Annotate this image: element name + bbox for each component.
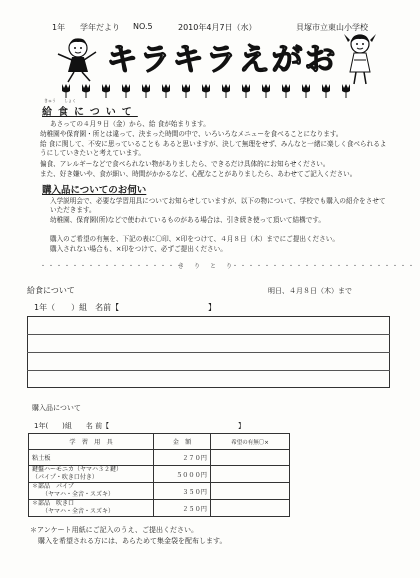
item-price: ５０００円 <box>154 466 211 483</box>
lunch-form-ruled-line <box>27 370 390 371</box>
purchase-form-grade-label: 1年( )組 名 前【 <box>34 422 110 430</box>
item-price: ２５０円 <box>154 500 211 517</box>
purchase-line: 購入のご希望の有無を、下記の表に〇印、×印をつけて、４月８日（木）までにご提出ください。 <box>50 235 339 243</box>
item-name: ＊部品 吹き口 <box>32 500 75 507</box>
wish-cell[interactable] <box>211 500 290 517</box>
purchase-line: 購入されない場合も、×印をつけて、必ずご提出ください。 <box>50 245 227 253</box>
purchase-line: 入学説明会で、必要な学習用具についてお知らせしていますが、以下の物について、学校でも購入の紹介をさせていただきます。 <box>50 197 386 214</box>
header-date: 2010年4月7日（水） <box>178 23 257 32</box>
header-newsletter: 学年だより <box>80 23 120 32</box>
lunch-form-title: 給食について <box>27 286 75 295</box>
purchase-line: 幼稚園、保育園(所)などで使われているものがある場合は、引き続き使って頂いて結構です。 <box>50 216 325 224</box>
newsletter-title: キラキラえがお <box>106 42 338 78</box>
girl-illustration-right <box>340 30 380 88</box>
table-row <box>29 483 290 500</box>
item-name: 粘土板 <box>29 450 154 466</box>
wish-cell[interactable] <box>211 466 290 483</box>
item-name: 鍵盤ハーモニカ（ヤマハ３２鍵） <box>32 466 122 473</box>
header-issue: NO.5 <box>133 22 153 31</box>
item-subtext: （ヤマハ・全音・スズキ） <box>42 508 114 515</box>
header-school: 貝塚市立東山小学校 <box>296 23 368 32</box>
purchase-form-name-close: 】 <box>238 422 245 430</box>
lunch-line: また、好き嫌いや、食が細い、時間がかかるなど、心配なことがありましたら、あわせてご記入ください。 <box>40 170 357 178</box>
table-header-wish: 希望の有無〇× <box>211 434 290 450</box>
lunch-form-grade-label: 1年（ ）組 名前【 <box>34 303 120 312</box>
lunch-form-name-close: 】 <box>208 303 216 312</box>
purchase-form-title: 購入品について <box>32 404 81 412</box>
item-subtext: （ヤマハ・全音・スズキ） <box>42 491 114 498</box>
lunch-line: 給 食に関して、不安に思っていることも あると思いますが、決して無理をせず、みんなと一緒に楽しく食べられるようにしていきたいと考えています。 <box>40 140 387 157</box>
table-row <box>29 450 290 466</box>
table-header-price: 金 額 <box>154 434 211 450</box>
purchase-note: 購入を希望される方には、あらためて集金袋を配布します。 <box>38 537 227 545</box>
lunch-line: あさっての４月９日（金）から、給 食が始まります。 <box>50 120 210 128</box>
lunch-heading-ruby: きゅう しょく <box>44 98 76 103</box>
lunch-line: 幼稚園や保育園・所とは違って、決まった時間の中で、いろいろなメニューを食べることになります。 <box>40 130 343 138</box>
header-grade: 1年 <box>52 23 66 32</box>
cut-line-left: ・・・・・・・・・・・・・・・・・・ <box>40 263 185 270</box>
cut-line-right: ・・・・・・・・・・・・・・・・・・・・・・・ <box>232 263 417 270</box>
purchase-table <box>28 433 290 517</box>
wish-cell[interactable] <box>211 483 290 500</box>
item-subtext: （パイプ・吹き口付き） <box>32 474 98 481</box>
lunch-form-name-field[interactable] <box>124 301 204 313</box>
table-header-row <box>29 434 290 450</box>
table-row <box>29 466 290 483</box>
purchase-note: ＊アンケート用紙にご記入のうえ、ご提出ください。 <box>30 526 198 534</box>
item-price: ３５０円 <box>154 483 211 500</box>
lunch-form-ruled-line <box>27 352 390 353</box>
purchase-form-name-field[interactable] <box>114 420 234 432</box>
item-price: ２７０円 <box>154 450 211 466</box>
purchase-heading: 購入品についてのお伺い <box>42 185 147 196</box>
lunch-form-ruled-line <box>27 334 390 335</box>
table-header-item: 学 習 用 具 <box>29 434 154 450</box>
tulip-border <box>58 82 358 98</box>
wish-cell[interactable] <box>211 450 290 466</box>
lunch-form-deadline: 明日、４月８日（木）まで <box>268 287 352 295</box>
item-name: ＊部品 パイプ <box>32 483 74 490</box>
cut-line-label: き り と り <box>178 263 235 270</box>
lunch-heading: 給食について <box>42 107 138 118</box>
lunch-line: 偏食、アレルギーなどで食べられない物がありましたら、できるだけ具体的にお知らせください。 <box>40 160 330 168</box>
girl-illustration-left <box>52 34 100 84</box>
table-row <box>29 500 290 517</box>
